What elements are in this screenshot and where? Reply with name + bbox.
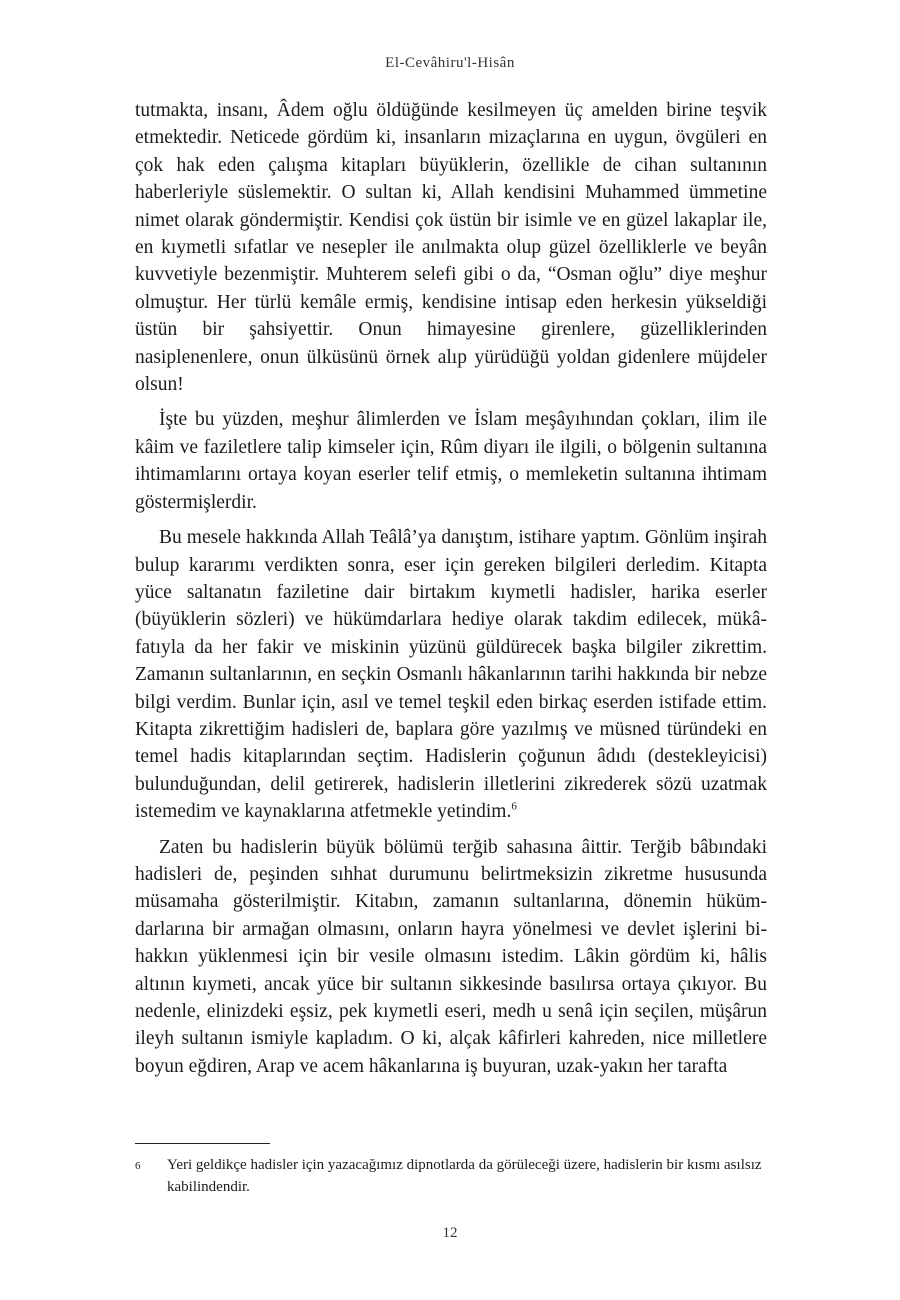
footnote <box>135 1154 767 1198</box>
footnote-reference[interactable]: 6 <box>511 800 517 813</box>
footnote-number: 6 <box>135 1160 141 1172</box>
paragraph-3 <box>135 524 767 825</box>
running-header: El-Cevâhiru'l-Hisân <box>385 55 515 71</box>
main-text <box>135 97 767 1088</box>
page-number: 12 <box>442 1225 458 1241</box>
paragraph-3-text: Bu mesele hakkında Allah Teâlâ’ya danıştım, istihare yaptım. Gönlüm inşirah bulup kararımı verdikten sonra, eser için gereken bilgileri derledim. Kitapta yüce saltanatın faziletine dair birtakım kıymetli hadisler, harika eserler (büyüklerin sözleri) ve hükümdarlara hediye olarak takdim edilecek, mükâfatıyla da her fakir ve miskinin yüzünü güldürecek başka bilgiler zikrettim. Zamanın sultanlarının, en seçkin Osmanlı hâkanlarının tarihi hakkında bir nebze bilgi verdim. Bunlar için, asıl ve temel teşkil eden birkaç eserden istifade ettim. Kitapta zikrettiğim hadisleri de, baplara göre yazılmış ve müsned türündeki en temel hadis kitaplarından seçtim. Hadislerin çoğunun âdıdı (destekleyicisi) bulunduğundan, delil getirerek, hadislerin illetlerini zikrederek sözü uzatmak istemedim ve kaynaklarına atfetmekle yetindim. <box>135 527 767 823</box>
footnote-text: Yeri geldikçe hadisler için yazacağımız dipnotlarda da görüleceği üzere, hadislerin bir kısmı asılsız kabilindendir. <box>167 1157 762 1195</box>
footnote-divider <box>135 1143 270 1144</box>
paragraph-1: tutmakta, insanı, Âdem oğlu öldüğünde kesilmeyen üç amelden birine teşvik etmektedir. Neticede gördüm ki, insanların mizaçlarına en uygun, övgüleri en çok hak eden çalışma kitapları büyüklerin, özellikle de cihan sultanının haberleriyle süslemektir. O sultan ki, Allah kendisini Muhammed ümmetine nimet olarak göndermiştir. Kendisi çok üstün bir isimle ve en güzel lakaplar ile, en kıymetli sıfatlar ve nesepler ile anılmakta olup güzel özelliklerle ve beyân kuvvetiyle bezenmiştir. Muhterem selefi gibi o da, “Osman oğlu” diye meşhur olmuştur. Her türlü kemâle ermiş, kendisine intisap eden herkesin yükseldiği üstün bir şahsiyettir. Onun himayesine girenlere, güzelliklerinden nasiplenenlere, onun ülküsünü örnek alıp yürüdüğü yoldan gidenlere müjdeler olsun! <box>135 100 767 396</box>
paragraph-4: Zaten bu hadislerin büyük bölümü terğib sahasına âittir. Terğib bâbındaki hadisleri de, peşinden sıhhat durumunu belirtmeksizin zikretme hususunda müsamaha gösterilmiştir. Kitabın, zamanın sultanlarına, dönemin hükümdarlarına bir armağan olmasını, onların hayra yönelmesi ve devlet işlerini bi-hakkın yüklenmesi için bir vesile olmasını istedim. Lâkin gördüm ki, hâlis altının kıymeti, ancak yüce bir sultanın sikkesinde basılırsa ortaya çıkıyor. Bu nedenle, elinizdeki eşsiz, pek kıymetli eseri, medh u senâ için seçilen, müşârun ileyh sultanın ismiyle kapladım. O ki, alçak kâfirleri kahreden, nice milletlere boyun eğdiren, Arap ve acem hâkanlarına iş buyuran, uzak-yakın her tarafta <box>135 836 767 1077</box>
paragraph-2: İşte bu yüzden, meşhur âlimlerden ve İslam meşâyıhından çokları, ilim ile kâim ve faziletlere talip kimseler için, Rûm diyarı ile ilgili, o bölgenin sultanına ihtimamlarını ortaya koyan eserler telif etmiş, o memleketin sultanına ihtimam göstermişlerdir. <box>135 409 767 513</box>
